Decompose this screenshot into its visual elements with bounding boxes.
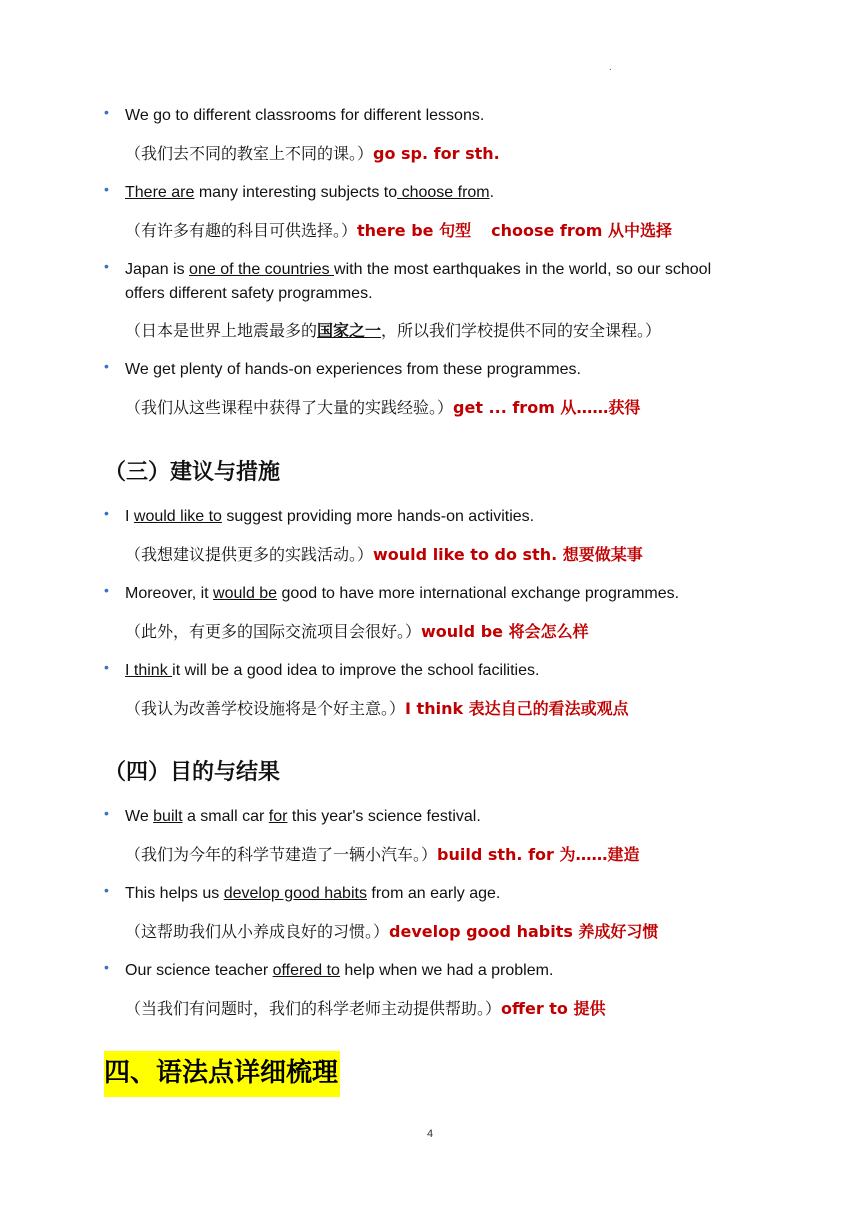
grammar-note: develop good habits 养成好习惯 bbox=[389, 922, 659, 941]
grammar-note: would be 将会怎么样 bbox=[421, 622, 589, 641]
grammar-note: choose from 从中选择 bbox=[491, 221, 673, 240]
bullet-icon: • bbox=[104, 181, 109, 197]
bullet-icon: • bbox=[104, 882, 109, 898]
chinese-translation: （我认为改善学校设施将是个好主意。）I think 表达自己的看法或观点 bbox=[125, 699, 629, 718]
page-number: 4 bbox=[426, 1128, 434, 1140]
chinese-translation: （我想建议提供更多的实践活动。）would like to do sth. 想要做某事 bbox=[125, 545, 643, 564]
chinese-translation: （我们为今年的科学节建造了一辆小汽车。）build sth. for 为……建造 bbox=[125, 845, 640, 864]
bullet-icon: • bbox=[104, 959, 109, 975]
chinese-translation: （这帮助我们从小养成良好的习惯。）develop good habits 养成好习惯 bbox=[125, 922, 659, 941]
grammar-note: get ... from 从……获得 bbox=[453, 398, 641, 417]
chinese-translation: （日本是世界上地震最多的国家之一，所以我们学校提供不同的安全课程。） bbox=[125, 321, 662, 340]
grammar-note: I think 表达自己的看法或观点 bbox=[405, 699, 629, 718]
english-sentence: Moreover, it would be good to have more international exchange programmes. bbox=[125, 585, 680, 602]
english-sentence: I think it will be a good idea to improve the school facilities. bbox=[125, 662, 540, 679]
grammar-note: go sp. for sth. bbox=[373, 144, 500, 163]
section-title-purpose: （四）目的与结果 bbox=[104, 760, 281, 785]
bullet-icon: • bbox=[104, 505, 109, 521]
chinese-translation: （我们从这些课程中获得了大量的实践经验。）get ... from 从……获得 bbox=[125, 398, 641, 417]
chinese-translation: （此外，有更多的国际交流项目会很好。）would be 将会怎么样 bbox=[125, 622, 589, 641]
chapter-heading-grammar: 四、语法点详细梳理 bbox=[104, 1051, 340, 1097]
english-sentence: We get plenty of hands-on experiences from these programmes. bbox=[125, 361, 581, 378]
english-sentence: We built a small car for this year's science festival. bbox=[125, 808, 481, 825]
english-sentence: There are many interesting subjects to choose from. bbox=[125, 184, 495, 201]
english-sentence: I would like to suggest providing more hands-on activities. bbox=[125, 508, 535, 525]
bullet-icon: • bbox=[104, 258, 109, 274]
chinese-translation: （我们去不同的教室上不同的课。）go sp. for sth. bbox=[125, 144, 500, 163]
grammar-note: there be 句型 bbox=[357, 221, 472, 240]
top-dot-mark: . bbox=[609, 62, 612, 73]
bullet-icon: • bbox=[104, 358, 109, 374]
bullet-icon: • bbox=[104, 582, 109, 598]
section-title-suggestions: （三）建议与措施 bbox=[104, 460, 281, 485]
grammar-note: offer to 提供 bbox=[501, 999, 606, 1018]
english-sentence: Japan is one of the countries with the most earthquakes in the world, so our school offers different safety programmes. bbox=[125, 261, 712, 302]
english-sentence: Our science teacher offered to help when we had a problem. bbox=[125, 962, 554, 979]
grammar-note: would like to do sth. 想要做某事 bbox=[373, 545, 643, 564]
english-sentence: This helps us develop good habits from an early age. bbox=[125, 885, 501, 902]
chinese-translation: （当我们有问题时，我们的科学老师主动提供帮助。）offer to 提供 bbox=[125, 999, 606, 1018]
english-sentence: We go to different classrooms for different lessons. bbox=[125, 107, 485, 124]
bullet-icon: • bbox=[104, 104, 109, 120]
chinese-translation: （有许多有趣的科目可供选择。）there be 句型 choose from 从中选择 bbox=[125, 221, 673, 240]
bullet-icon: • bbox=[104, 659, 109, 675]
grammar-note: build sth. for 为……建造 bbox=[437, 845, 640, 864]
bullet-icon: • bbox=[104, 805, 109, 821]
